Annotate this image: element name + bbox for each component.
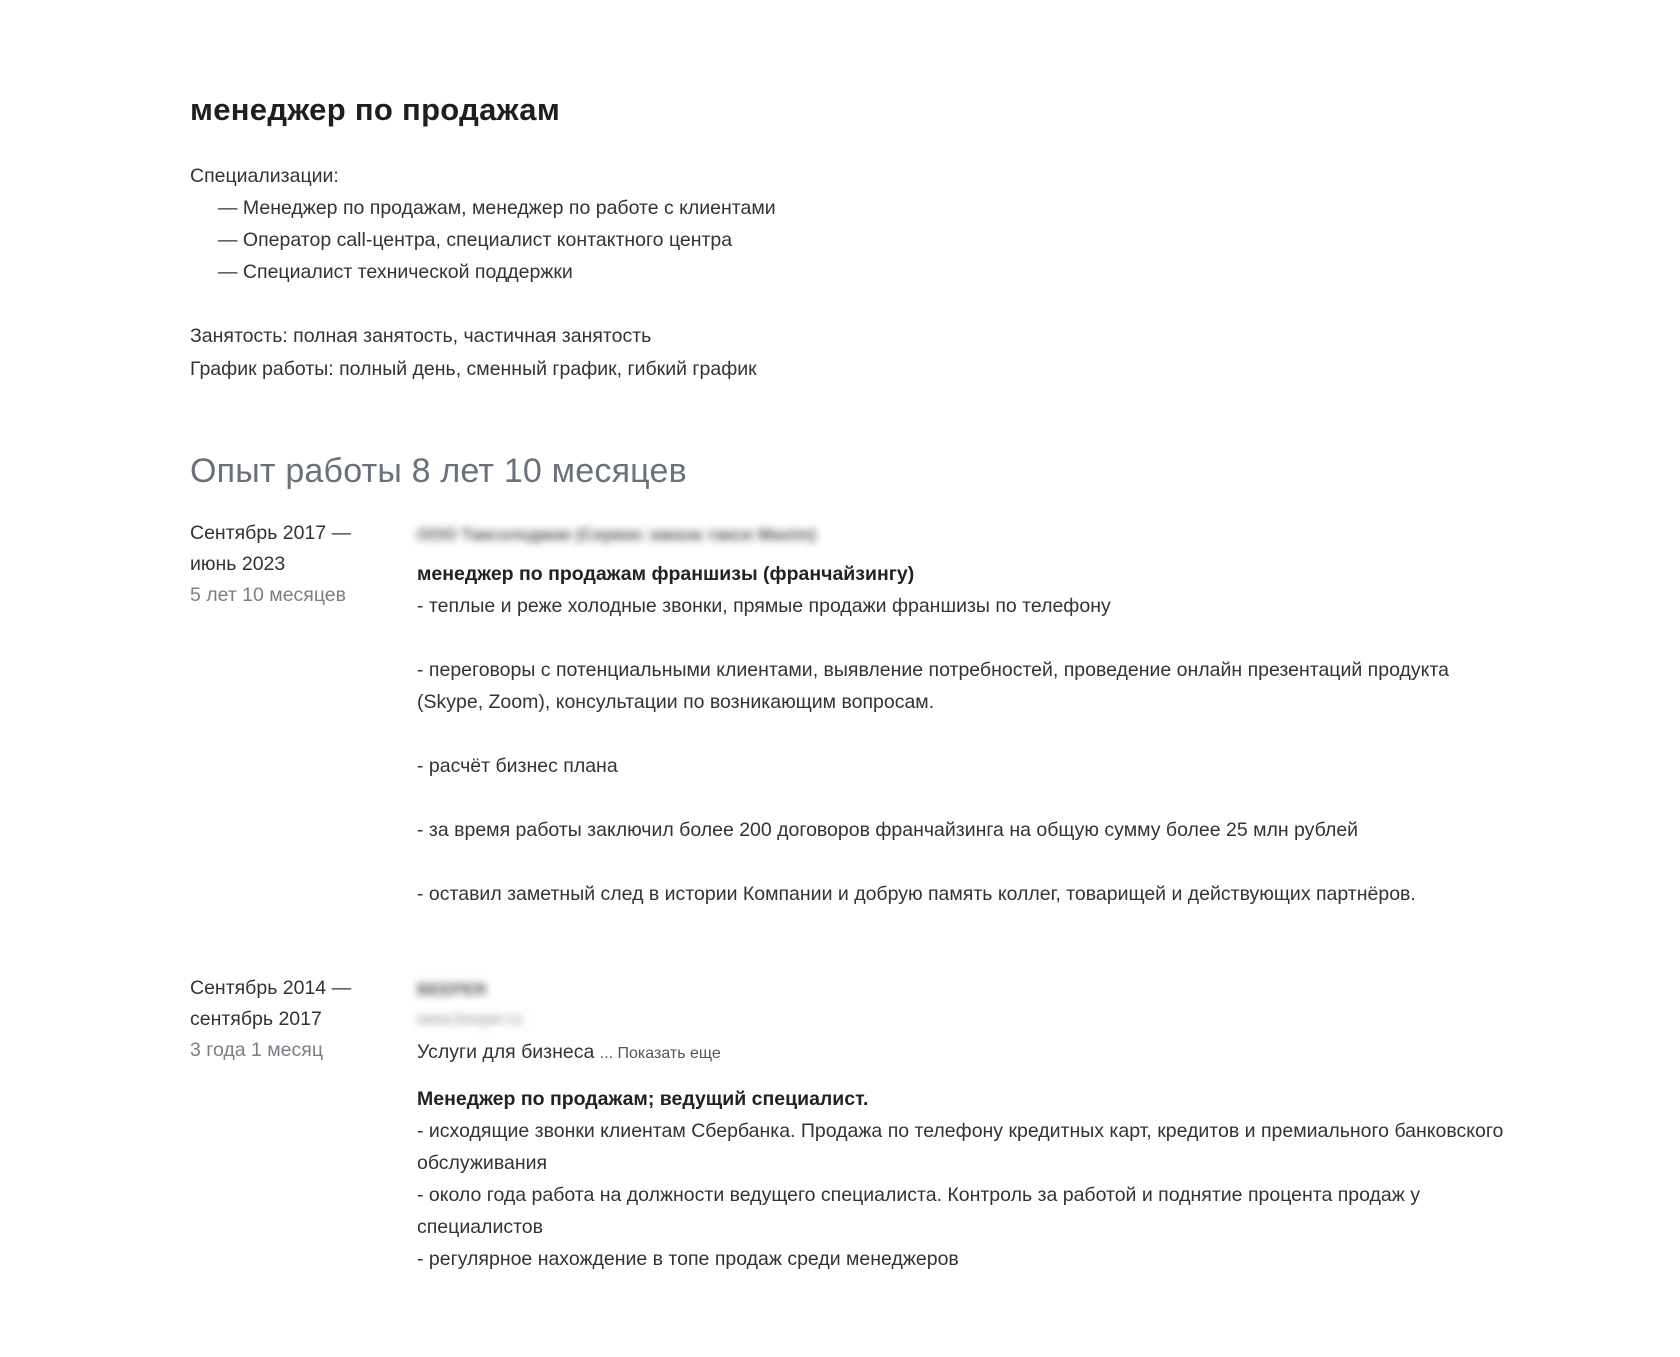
job-duties	[417, 1115, 1510, 1275]
job-body	[417, 973, 1510, 1275]
specialization-item: — Оператор call-центра, специалист контактного центра	[218, 224, 776, 256]
employment-section	[190, 320, 757, 386]
specializations-label: Специализации:	[190, 165, 339, 187]
show-more-link[interactable]: ... Показать еще	[599, 1045, 721, 1062]
job-date-start: Сентябрь 2017 —	[190, 522, 352, 544]
job-date-end: июнь 2023	[190, 553, 286, 575]
specializations-list	[190, 192, 776, 288]
job-duration: 5 лет 10 месяцев	[190, 584, 347, 606]
duty-item: - исходящие звонки клиентам Сбербанка. Продажа по телефону кредитных карт, кредитов и премиального банковского обслуживания	[417, 1120, 1504, 1174]
company-name-blurred: BEEPER	[417, 980, 487, 999]
duty-item: - теплые и реже холодные звонки, прямые продажи франшизы по телефону	[417, 595, 1111, 617]
experience-heading: Опыт работы 8 лет 10 месяцев	[190, 452, 687, 490]
company-name-blurred: ООО Таксолоджик (Сервис заказа такси Maxim)	[417, 525, 817, 544]
duty-item: - переговоры с потенциальными клиентами, выявление потребностей, проведение онлайн презентаций продукта (Skype, Zoom), консультации по возникающим вопросам.	[417, 659, 1449, 713]
job-duration: 3 года 1 месяц	[190, 1039, 323, 1061]
employment-type: Занятость: полная занятость, частичная занятость	[190, 325, 652, 347]
specialization-item: — Менеджер по продажам, менеджер по работе с клиентами	[218, 192, 776, 224]
industry-label: Услуги для бизнеса	[417, 1041, 595, 1063]
specialization-item: — Специалист технической поддержки	[218, 256, 776, 288]
duty-item: - оставил заметный след в истории Компании и добрую память коллег, товарищей и действующих партнёров.	[417, 883, 1416, 905]
duty-item: - за время работы заключил более 200 договоров франчайзинга на общую сумму более 25 млн рублей	[417, 819, 1359, 841]
work-schedule: График работы: полный день, сменный график, гибкий график	[190, 358, 757, 380]
job-date-end: сентябрь 2017	[190, 1008, 322, 1030]
company-industry	[417, 1037, 1510, 1069]
duty-item: - расчёт бизнес плана	[417, 755, 618, 777]
job-body	[417, 518, 1510, 910]
job-position: менеджер по продажам франшизы (франчайзингу)	[417, 563, 915, 585]
duty-item: - около года работа на должности ведущего специалиста. Контроль за работой и поднятие процента продаж у специалистов	[417, 1184, 1420, 1238]
duty-item: - регулярное нахождение в топе продаж среди менеджеров	[417, 1248, 959, 1270]
job-duties	[417, 590, 1510, 910]
specializations-section	[190, 160, 776, 288]
job-date-start: Сентябрь 2014 —	[190, 977, 352, 999]
company-website-blurred[interactable]: www.beeper.ru	[417, 1011, 523, 1028]
resume-title: менеджер по продажам	[190, 92, 561, 127]
job-dates	[190, 973, 390, 1066]
job-position: Менеджер по продажам; ведущий специалист.	[417, 1088, 869, 1110]
job-dates	[190, 518, 390, 611]
